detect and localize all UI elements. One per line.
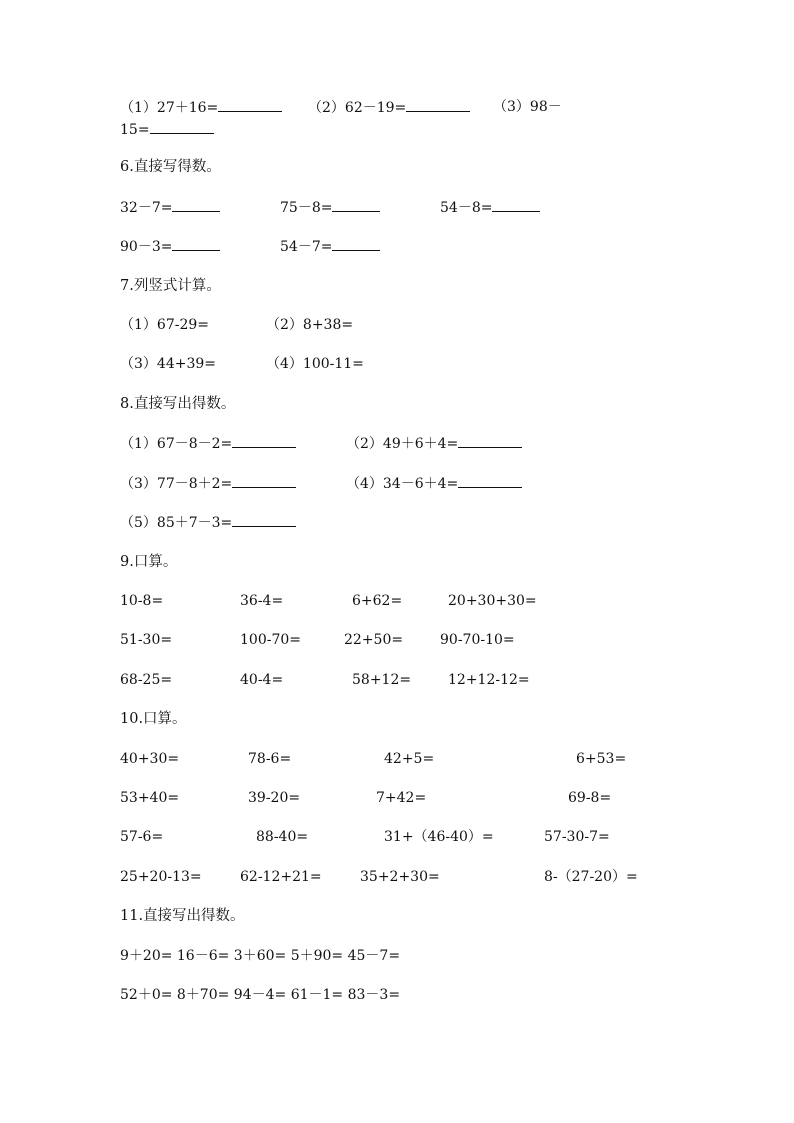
q9-item-12: 12+12-12=	[448, 672, 530, 688]
q11-row-1: 9＋20= 16－6= 3＋60= 5＋90= 45－7=	[120, 948, 401, 964]
q10-item-16: 8-（27-20）=	[544, 869, 638, 885]
q9-item-9: 68-25=	[120, 672, 173, 688]
q5-item-3-cont: 15=	[120, 121, 214, 138]
q10-item-9: 57-6=	[120, 829, 164, 845]
q9-item-4: 20+30+30=	[448, 593, 537, 609]
q10-item-6: 39-20=	[248, 790, 301, 806]
q6-item-3: 54－8=	[440, 199, 540, 216]
answer-blank[interactable]	[492, 199, 540, 212]
q9-item-5: 51-30=	[120, 632, 173, 648]
q10-item-5: 53+40=	[120, 790, 180, 806]
q10-item-4: 6+53=	[576, 751, 627, 767]
q7-item-3: （3）44+39=	[120, 356, 216, 372]
q8-item-5: （5）85＋7－3=	[120, 514, 296, 531]
q10-item-1: 40+30=	[120, 751, 180, 767]
q9-item-6: 100-70=	[240, 632, 301, 648]
q10-item-3: 42+5=	[384, 751, 435, 767]
q7-item-4: （4）100-11=	[266, 356, 364, 372]
q10-item-14: 62-12+21=	[240, 869, 322, 885]
q6-title: 6.直接写得数。	[120, 159, 221, 175]
answer-blank[interactable]	[218, 99, 282, 112]
answer-blank[interactable]	[232, 435, 296, 448]
q7-item-2: （2）8+38=	[266, 317, 354, 333]
answer-blank[interactable]	[458, 475, 522, 488]
q8-item-2: （2）49＋6＋4=	[346, 435, 522, 452]
q8-item-3: （3）77－8＋2=	[120, 475, 296, 492]
q11-title: 11.直接写出得数。	[120, 908, 245, 924]
q5-item-3: （3）98－	[493, 99, 562, 115]
answer-blank[interactable]	[232, 514, 296, 527]
q10-item-10: 88-40=	[256, 829, 309, 845]
q10-item-11: 31+（46-40）=	[384, 829, 494, 845]
answer-blank[interactable]	[232, 475, 296, 488]
q8-item-1: （1）67－8－2=	[120, 435, 296, 452]
q11-row-2: 52＋0= 8＋70= 94－4= 61－1= 83－3=	[120, 987, 401, 1003]
q10-item-12: 57-30-7=	[544, 829, 610, 845]
q8-item-4: （4）34－6＋4=	[346, 475, 522, 492]
answer-blank[interactable]	[172, 199, 220, 212]
q5-item-1: （1）27＋16=	[120, 99, 282, 116]
q10-item-7: 7+42=	[376, 790, 427, 806]
answer-blank[interactable]	[150, 121, 214, 134]
q6-item-4: 90－3=	[120, 238, 220, 255]
q9-item-10: 40-4=	[240, 672, 284, 688]
q6-item-1: 32－7=	[120, 199, 220, 216]
q9-item-8: 90-70-10=	[440, 632, 515, 648]
q10-item-13: 25+20-13=	[120, 869, 202, 885]
q10-item-8: 69-8=	[568, 790, 612, 806]
answer-blank[interactable]	[406, 99, 470, 112]
q8-title: 8.直接写出得数。	[120, 396, 236, 412]
q7-item-1: （1）67-29=	[120, 317, 209, 333]
answer-blank[interactable]	[458, 435, 522, 448]
q10-item-2: 78-6=	[248, 751, 292, 767]
q7-title: 7.列竖式计算。	[120, 278, 221, 294]
answer-blank[interactable]	[172, 238, 220, 251]
q9-item-1: 10-8=	[120, 593, 164, 609]
q9-item-11: 58+12=	[352, 672, 412, 688]
q6-item-5: 54－7=	[280, 238, 380, 255]
q9-title: 9.口算。	[120, 554, 178, 570]
answer-blank[interactable]	[332, 238, 380, 251]
q5-item-2: （2）62－19=	[308, 99, 470, 116]
q9-item-2: 36-4=	[240, 593, 284, 609]
q10-title: 10.口算。	[120, 711, 187, 727]
answer-blank[interactable]	[332, 199, 380, 212]
q6-item-2: 75－8=	[280, 199, 380, 216]
q10-item-15: 35+2+30=	[360, 869, 440, 885]
q9-item-3: 6+62=	[352, 593, 403, 609]
q9-item-7: 22+50=	[344, 632, 404, 648]
